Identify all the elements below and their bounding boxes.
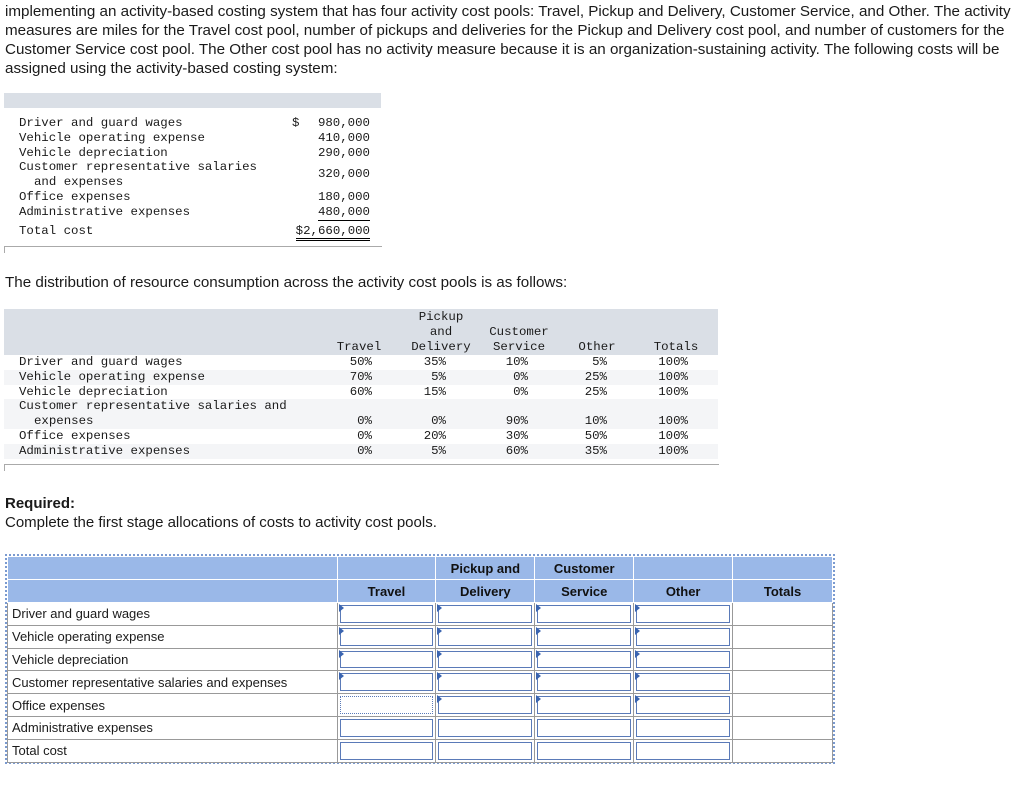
col-customer-line1: Customer xyxy=(489,325,549,339)
col-totals: Totals xyxy=(653,340,699,354)
pct-customer: 10% xyxy=(505,355,528,369)
header-customer-top: Customer xyxy=(535,557,634,580)
table-bottom-rule xyxy=(4,246,382,253)
other-total-input[interactable] xyxy=(634,739,733,762)
pct-customer: 0% xyxy=(513,369,528,384)
required-text: Complete the first stage allocations of costs to activity cost pools. xyxy=(5,514,437,531)
intro-paragraph: implementing an activity-based costing system that has four activity cost pools: Travel, Pickup and Delivery, Customer Service, and Other. The activity measures are miles for the Travel cost pool, number of pickups and deliveries for the Pickup and Delivery cost pool, and number of customers for the Customer Service cost pool. The Other cost pool has no activity measure because it is an organization-sustaining activity. The following costs will be assigned using the activity-based costing system: xyxy=(5,3,1011,77)
dropdown-marker-icon xyxy=(339,672,344,680)
cost-label: Administrative expenses xyxy=(19,204,191,219)
totals-cell xyxy=(733,625,833,648)
cost-total-row xyxy=(4,224,381,239)
cost-row xyxy=(4,131,381,146)
dropdown-marker-icon xyxy=(437,695,442,703)
distribution-label: Customer representative salaries and xyxy=(19,399,287,414)
dropdown-marker-icon xyxy=(536,627,541,635)
header-travel-top xyxy=(337,557,436,580)
travel-input[interactable] xyxy=(337,625,436,648)
totals-cell xyxy=(733,739,833,762)
travel-input[interactable] xyxy=(337,716,436,739)
pct-other: 5% xyxy=(592,355,607,369)
table-bottom-rule xyxy=(4,464,719,471)
pct-pickup: 0% xyxy=(431,414,446,429)
cost-row xyxy=(4,160,381,190)
distribution-label-cont: expenses xyxy=(34,414,94,429)
currency-symbol: $ xyxy=(292,116,300,130)
row-label: Office expenses xyxy=(8,694,338,717)
pickup-total-input[interactable] xyxy=(436,739,535,762)
customer-input[interactable] xyxy=(535,671,634,694)
col-customer-line2: Service xyxy=(492,340,546,354)
dropdown-marker-icon xyxy=(437,650,442,658)
customer-input[interactable] xyxy=(535,694,634,717)
cost-label: Vehicle depreciation xyxy=(19,145,168,160)
cost-amount: 410,000 xyxy=(317,130,370,145)
pickup-input[interactable] xyxy=(436,671,535,694)
dropdown-marker-icon xyxy=(339,650,344,658)
answer-grid xyxy=(5,554,835,764)
pct-totals: 100% xyxy=(658,428,688,443)
pct-totals: 100% xyxy=(658,384,688,399)
pct-travel: 0% xyxy=(357,414,372,429)
row-label: Vehicle operating expense xyxy=(8,625,338,648)
other-input[interactable] xyxy=(634,648,733,671)
pct-totals: 100% xyxy=(658,355,688,369)
pct-other: 25% xyxy=(584,369,607,384)
pct-customer: 30% xyxy=(505,428,528,443)
distribution-row xyxy=(4,399,718,429)
distribution-row xyxy=(4,444,718,459)
other-input[interactable] xyxy=(634,671,733,694)
distribution-label: Driver and guard wages xyxy=(19,355,183,369)
distribution-label: Vehicle depreciation xyxy=(19,384,168,399)
distribution-label: Vehicle operating expense xyxy=(19,369,205,384)
header-other-top xyxy=(634,557,733,580)
dropdown-marker-icon xyxy=(536,650,541,658)
cost-amount: 180,000 xyxy=(317,189,370,204)
header-travel: Travel xyxy=(337,580,436,603)
col-pickup-line3: Delivery xyxy=(411,340,471,354)
pct-other: 10% xyxy=(584,414,607,429)
cost-label: Driver and guard wages xyxy=(19,116,183,130)
col-pickup-line1: Pickup xyxy=(418,310,464,324)
pct-other: 35% xyxy=(584,443,607,458)
distribution-row xyxy=(4,429,718,444)
row-label: Customer representative salaries and expenses xyxy=(8,671,338,694)
dropdown-marker-icon xyxy=(635,672,640,680)
cost-amount: 980,000 xyxy=(317,116,370,130)
pct-totals: 100% xyxy=(658,414,688,429)
pct-travel: 0% xyxy=(357,428,372,443)
travel-input[interactable] xyxy=(337,648,436,671)
pct-pickup: 15% xyxy=(423,384,446,399)
pct-customer: 90% xyxy=(505,414,528,429)
col-travel: Travel xyxy=(336,340,382,354)
totals-cell xyxy=(733,603,833,626)
customer-input[interactable] xyxy=(535,625,634,648)
pct-other: 50% xyxy=(584,428,607,443)
customer-input[interactable] xyxy=(535,603,634,626)
total-amount: $2,660,000 xyxy=(296,224,370,242)
pct-totals: 100% xyxy=(658,443,688,458)
header-customer: Service xyxy=(535,580,634,603)
pct-pickup: 20% xyxy=(423,428,446,443)
cost-table-header xyxy=(4,93,381,108)
pct-pickup: 5% xyxy=(431,369,446,384)
pickup-input[interactable] xyxy=(436,625,535,648)
distribution-row xyxy=(4,385,718,400)
pct-customer: 0% xyxy=(513,384,528,399)
cost-row xyxy=(4,116,381,131)
travel-input[interactable] xyxy=(337,671,436,694)
row-label: Administrative expenses xyxy=(8,716,338,739)
dropdown-marker-icon xyxy=(635,604,640,612)
header-pickup-top: Pickup and xyxy=(436,557,535,580)
header-pickup: Delivery xyxy=(436,580,535,603)
distribution-intro: The distribution of resource consumption across the activity cost pools is as follows: xyxy=(5,274,568,291)
other-input[interactable] xyxy=(634,603,733,626)
distribution-label: Administrative expenses xyxy=(19,443,191,458)
cost-row xyxy=(4,205,381,220)
dropdown-marker-icon xyxy=(635,650,640,658)
dropdown-marker-icon xyxy=(536,695,541,703)
pct-travel: 60% xyxy=(349,384,372,399)
col-pickup xyxy=(406,310,476,355)
other-input[interactable] xyxy=(634,625,733,648)
pickup-input[interactable] xyxy=(436,694,535,717)
totals-cell xyxy=(733,694,833,717)
other-input[interactable] xyxy=(634,694,733,717)
pct-pickup: 5% xyxy=(431,443,446,458)
cost-row xyxy=(4,190,381,205)
pct-pickup: 35% xyxy=(423,355,446,369)
cost-label: Vehicle operating expense xyxy=(19,130,205,145)
dropdown-marker-icon xyxy=(339,627,344,635)
col-other: Other xyxy=(578,340,616,354)
totals-cell xyxy=(733,716,833,739)
distribution-header xyxy=(4,309,718,355)
col-pickup-line2: and xyxy=(429,325,453,339)
row-label: Total cost xyxy=(8,739,338,762)
answer-table xyxy=(7,556,833,763)
dropdown-marker-icon xyxy=(536,604,541,612)
dropdown-marker-icon xyxy=(635,695,640,703)
distribution-label: Office expenses xyxy=(19,428,131,443)
other-input[interactable] xyxy=(634,716,733,739)
dropdown-marker-icon xyxy=(536,672,541,680)
pct-totals: 100% xyxy=(658,369,688,384)
cost-amount: 320,000 xyxy=(317,167,370,182)
row-label: Vehicle depreciation xyxy=(8,648,338,671)
total-label: Total cost xyxy=(19,223,94,238)
cost-label: Office expenses xyxy=(19,189,131,204)
pct-travel: 0% xyxy=(357,443,372,458)
cost-amount: 290,000 xyxy=(317,145,370,160)
required-title: Required: xyxy=(5,495,76,512)
pickup-input[interactable] xyxy=(436,648,535,671)
row-label: Driver and guard wages xyxy=(8,603,338,626)
header-other: Other xyxy=(634,580,733,603)
travel-total-input[interactable] xyxy=(337,739,436,762)
pct-other: 25% xyxy=(584,384,607,399)
col-customer xyxy=(484,325,554,355)
customer-input[interactable] xyxy=(535,716,634,739)
distribution-row xyxy=(4,370,718,385)
pct-customer: 60% xyxy=(505,443,528,458)
customer-total-input[interactable] xyxy=(535,739,634,762)
header-blank xyxy=(8,580,338,603)
dropdown-marker-icon xyxy=(635,627,640,635)
cost-label-cont: and expenses xyxy=(34,175,124,190)
pct-travel: 50% xyxy=(349,355,372,369)
distribution-row xyxy=(4,355,718,370)
cost-amount: 480,000 xyxy=(317,204,370,219)
pickup-input[interactable] xyxy=(436,603,535,626)
totals-cell xyxy=(733,671,833,694)
dropdown-marker-icon xyxy=(339,604,344,612)
cost-table xyxy=(4,93,381,238)
header-blank xyxy=(8,557,338,580)
dropdown-marker-icon xyxy=(437,604,442,612)
header-totals-top xyxy=(733,557,833,580)
required-section xyxy=(5,494,437,532)
pct-travel: 70% xyxy=(349,369,372,384)
cost-row xyxy=(4,146,381,161)
pickup-input[interactable] xyxy=(436,716,535,739)
cost-label: Customer representative salaries xyxy=(19,160,257,175)
dropdown-marker-icon xyxy=(437,672,442,680)
travel-input[interactable] xyxy=(337,603,436,626)
totals-cell xyxy=(733,648,833,671)
distribution-table xyxy=(4,309,718,459)
header-totals: Totals xyxy=(733,580,833,603)
travel-input[interactable] xyxy=(337,694,436,717)
dropdown-marker-icon xyxy=(437,627,442,635)
customer-input[interactable] xyxy=(535,648,634,671)
